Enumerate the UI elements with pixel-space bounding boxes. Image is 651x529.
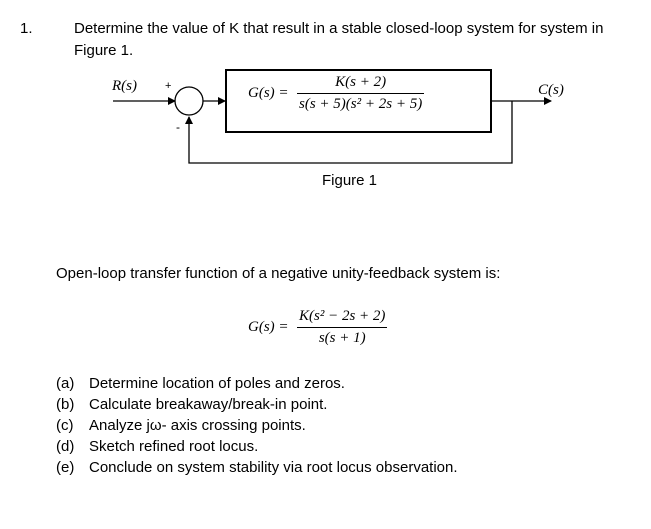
task-marker: (d) xyxy=(56,438,75,455)
task-marker: (b) xyxy=(56,396,75,413)
task-item xyxy=(56,373,458,394)
task-text: Sketch refined root locus. xyxy=(89,438,259,455)
task-text: Analyze jω- axis crossing points. xyxy=(89,417,306,434)
problem-statement: Determine the value of K that result in a stable closed-loop system for system in xyxy=(74,20,604,37)
task-marker: (a) xyxy=(56,375,75,392)
problem-statement-continued: Figure 1. xyxy=(74,42,134,59)
block-fraction xyxy=(297,74,424,113)
block-equation xyxy=(248,74,424,113)
summing-junction xyxy=(175,87,203,115)
task-text: Conclude on system stability via root locus observation. xyxy=(89,459,458,476)
plus-sign: + xyxy=(165,80,172,92)
input-label: R(s) xyxy=(112,78,137,94)
minus-sign: - xyxy=(176,120,180,134)
problem-number: 1. xyxy=(20,20,33,37)
task-item xyxy=(56,394,458,415)
tf-lhs: G(s) = xyxy=(248,319,289,335)
tf-fraction xyxy=(297,308,387,347)
block-numerator: K(s + 2) xyxy=(335,74,387,90)
block-lhs: G(s) = xyxy=(248,85,289,101)
tf-denominator: s(s + 1) xyxy=(297,327,387,347)
task-item xyxy=(56,457,458,478)
task-list xyxy=(56,373,458,478)
output-label: C(s) xyxy=(538,82,564,98)
task-text: Determine location of poles and zeros. xyxy=(89,375,345,392)
block-denominator: s(s + 5)(s² + 2s + 5) xyxy=(297,93,424,113)
task-item xyxy=(56,415,458,436)
open-loop-equation xyxy=(248,308,387,347)
task-text: Calculate breakaway/break-in point. xyxy=(89,396,328,413)
figure-caption: Figure 1 xyxy=(322,172,378,189)
task-marker: (c) xyxy=(56,417,74,434)
open-loop-intro: Open-loop transfer function of a negative unity-feedback system is: xyxy=(56,265,501,282)
tf-numerator: K(s² − 2s + 2) xyxy=(299,308,386,324)
task-item xyxy=(56,436,458,457)
task-marker: (e) xyxy=(56,459,75,476)
